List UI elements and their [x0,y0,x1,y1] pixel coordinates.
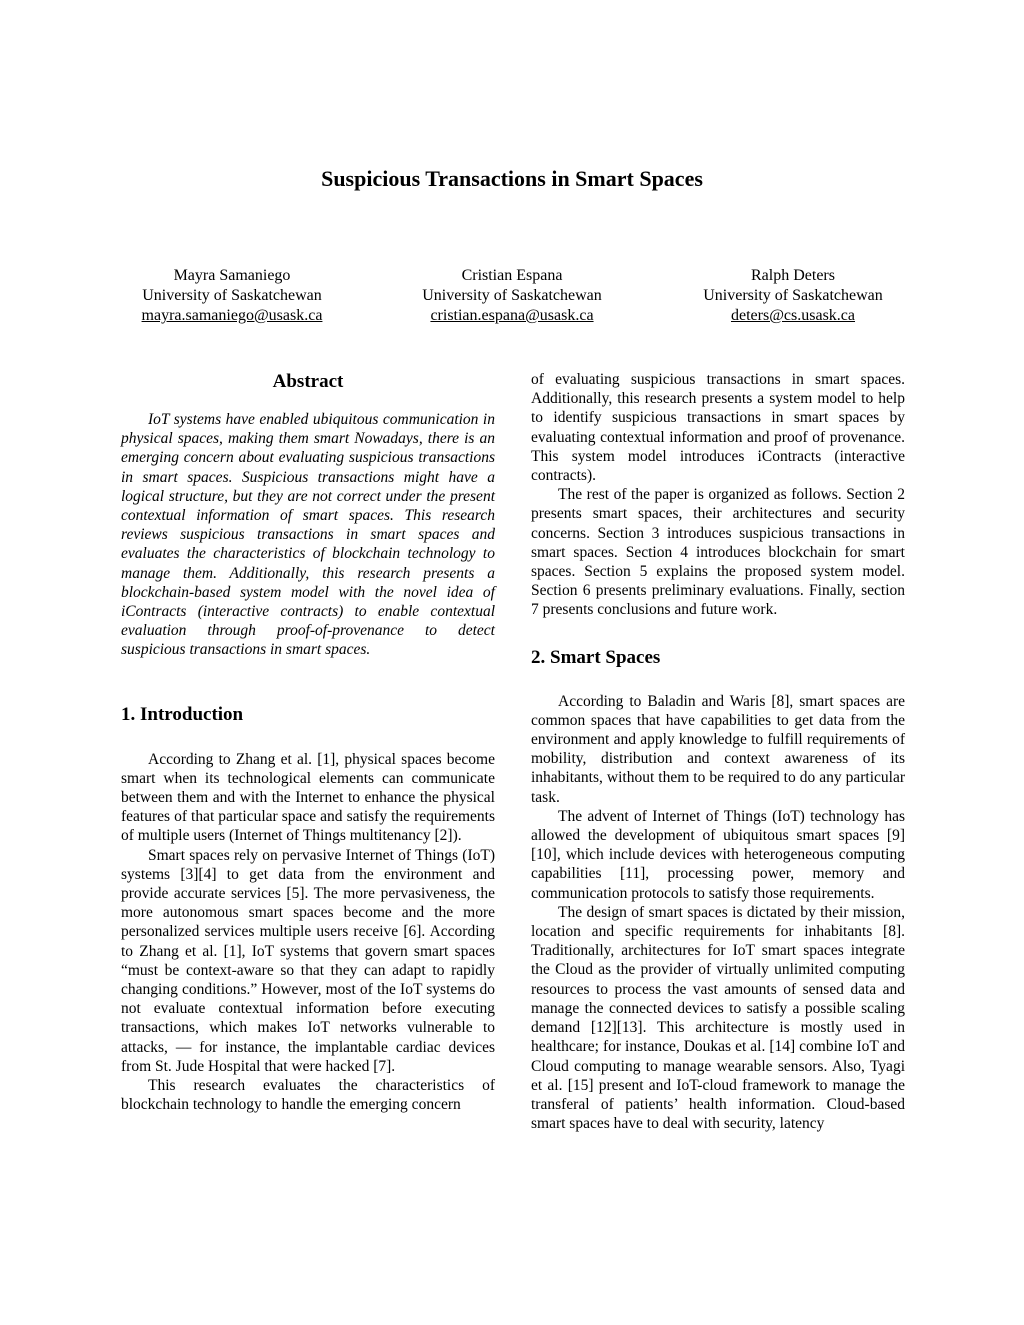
author-block [97,266,367,326]
body-paragraph: This research evaluates the characteristics of blockchain technology to handle the emerging concern [121,1077,495,1114]
abstract-heading: Abstract [272,371,344,392]
left-column [121,370,495,1115]
right-column [531,370,905,1133]
author-email-link[interactable]: cristian.espana@usask.ca [430,307,594,324]
author-name: Mayra Samaniego [173,267,291,284]
body-paragraph: The design of smart spaces is dictated by their mission, location and specific requirements for inhabitants [8]. Traditionally, architectures for IoT smart spaces integrate the Cloud as the provider of virtually unlimited computing resources to process the vast amounts of sensed data and manage the connected devices to satisfy a possible scaling demand [12][13]. This architecture is mostly used in healthcare; for instance, Doukas et al. [14] combine IoT and Cloud computing to manage wearable sensors. Also, Tyagi et al. [15] present and IoT-cloud framework to manage the transferal of patients’ health information. Cloud-based smart spaces have to deal with security, latency [531,903,905,1133]
author-email-link[interactable]: deters@cs.usask.ca [730,307,856,324]
author-name: Ralph Deters [751,267,835,284]
author-block [377,266,647,326]
abstract-text: IoT systems have enabled ubiquitous communication in physical spaces, making them smart Nowadays, there is an emerging concern about evaluating suspicious transactions in smart spaces. Suspicious transactions might have a logical structure, but they are not correct under the present contextual information of smart spaces. This research reviews suspicious transactions in smart spaces and evaluates the characteristics of blockchain technology to manage them. Additionally, this research presents a blockchain-based system model with the novel idea of iContracts (interactive contracts) to enable contextual evaluation through proof-of-provenance to detect suspicious transactions in smart spaces. [121,411,495,659]
section-heading-introduction: 1. Introduction [121,703,244,725]
body-paragraph: According to Zhang et al. [1], physical spaces become smart when its technological elements can communicate between them and with the Internet to enhance the physical features of that particular space and satisfy the requirements of multiple users (Internet of Things multitenancy [2]). [121,750,495,845]
body-paragraph: Smart spaces rely on pervasive Internet of Things (IoT) systems [3][4] to get data from the environment and provide accurate services [5]. The more pervasiveness, the more autonomous smart spaces become and the more personalized services multiple users receive [6]. According to Zhang et al. [1], IoT systems that govern smart spaces “must be context-aware so that they can adapt to rapidly changing conditions.” However, most of the IoT systems do not evaluate contextual information before executing transactions, which makes IoT networks vulnerable to attacks, — for instance, the implantable cardiac devices from St. Jude Hospital that were hacked [7]. [121,846,495,1075]
author-email-link[interactable]: mayra.samaniego@usask.ca [141,307,323,324]
body-paragraph: The rest of the paper is organized as follows. Section 2 presents smart spaces, their architectures and security concerns. Section 3 introduces suspicious transactions in smart spaces. Section 4 introduces blockchain for smart spaces. Section 5 explains the proposed system model. Section 6 presents preliminary evaluations. Finally, section 7 presents conclusions and future work. [531,486,905,619]
body-paragraph: According to Baladin and Waris [8], smart spaces are common spaces that have capabilities to get data from the environment and apply knowledge to fulfill requirements of mobility, distribution and context awareness of its inhabitants, without them to be required to do any particular task. [531,692,905,806]
author-affiliation: University of Saskatchewan [422,287,602,304]
section-heading-smart-spaces: 2. Smart Spaces [531,646,661,668]
author-affiliation: University of Saskatchewan [142,287,322,304]
paper-title: Suspicious Transactions in Smart Spaces [321,166,703,191]
author-name: Cristian Espana [461,267,563,284]
author-block [658,266,928,326]
author-affiliation: University of Saskatchewan [703,287,883,304]
body-paragraph: of evaluating suspicious transactions in smart spaces. Additionally, this research presents a system model to help to identify suspicious transactions in smart spaces by evaluating contextual information and proof of provenance. This system model introduces iContracts (interactive contracts). [531,371,905,485]
body-paragraph: The advent of Internet of Things (IoT) technology has allowed the development of ubiquitous smart spaces [9][10], which include devices with heterogeneous computing capabilities [11], processing power, memory and communication protocols to satisfy those requirements. [531,807,905,902]
